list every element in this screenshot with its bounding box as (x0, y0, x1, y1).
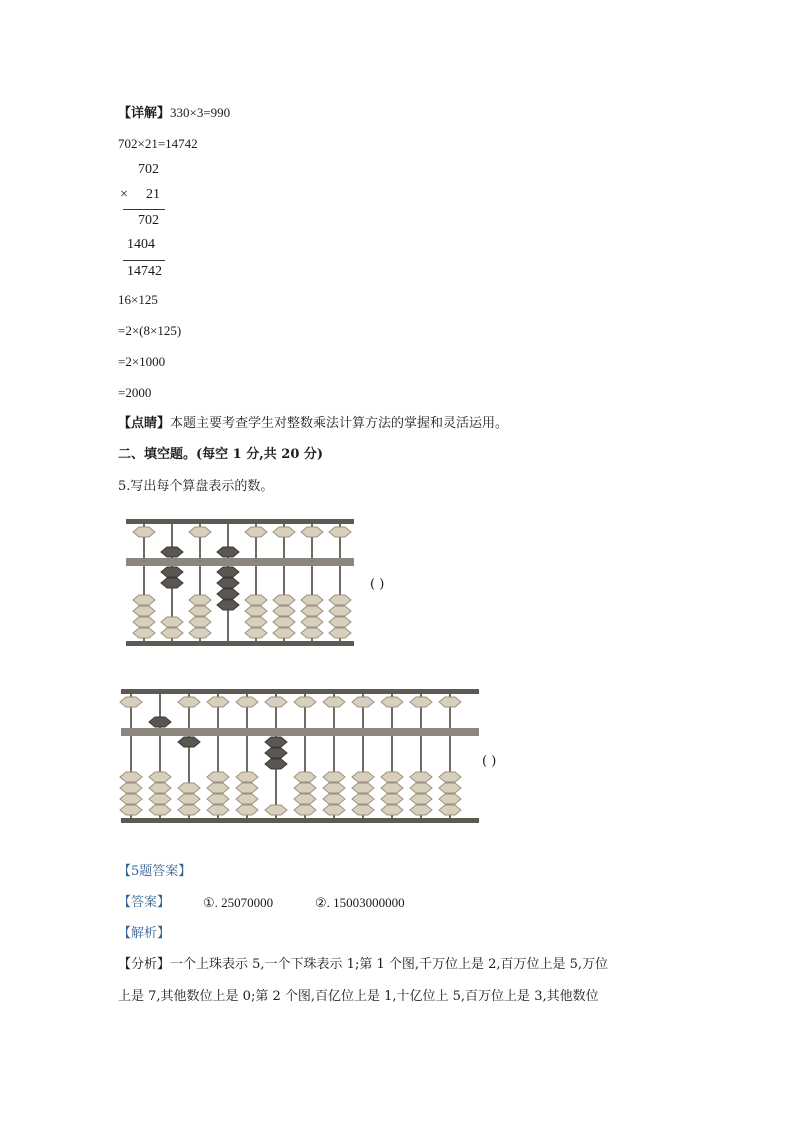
answer-blank-1: ( ) (370, 577, 385, 592)
abacus-lower-bead (323, 794, 345, 804)
abacus-frame-bottom (126, 641, 354, 646)
answer-blank-2: ( ) (482, 754, 497, 769)
abacus-lower-bead (207, 805, 229, 815)
abacus-upper-bead (265, 697, 287, 707)
abacus-lower-bead (323, 783, 345, 793)
abacus-lower-bead (273, 628, 295, 638)
abacus-lower-bead (236, 772, 258, 782)
abacus-upper-bead (120, 697, 142, 707)
abacus-lower-bead (294, 783, 316, 793)
answer-2: ②. 15003000000 (315, 895, 405, 910)
abacus-lower-bead (133, 628, 155, 638)
abacus-lower-bead (352, 794, 374, 804)
question-5-text: 5.写出每个算盘表示的数。 (118, 479, 274, 494)
abacus-lower-bead (133, 595, 155, 605)
abacus-lower-bead (178, 737, 200, 747)
vertical-rule-1 (123, 209, 165, 210)
abacus-lower-bead (120, 772, 142, 782)
abacus-lower-bead (381, 794, 403, 804)
abacus-lower-bead (217, 589, 239, 599)
abacus-lower-bead (189, 595, 211, 605)
abacus-lower-bead (301, 628, 323, 638)
abacus-upper-bead (439, 697, 461, 707)
abacus-lower-bead (217, 578, 239, 588)
abacus-lower-bead (133, 606, 155, 616)
abacus-beam (126, 558, 354, 566)
abacus-lower-bead (329, 628, 351, 638)
abacus-lower-bead (245, 606, 267, 616)
abacus-lower-bead (381, 772, 403, 782)
abacus-lower-bead (323, 805, 345, 815)
abacus-upper-bead (329, 527, 351, 537)
abacus-frame-top (121, 689, 479, 694)
vertical-result: 14742 (127, 264, 162, 279)
abacus-lower-bead (329, 606, 351, 616)
answer-label: 【答案】 (118, 895, 171, 910)
abacus-lower-bead (294, 794, 316, 804)
detail-label: 【详解】 (118, 106, 171, 121)
abacus-lower-bead (439, 783, 461, 793)
abacus-lower-bead (161, 578, 183, 588)
abacus-lower-bead (189, 606, 211, 616)
abacus-lower-bead (217, 600, 239, 610)
calc-line-1: 16×125 (118, 292, 158, 307)
abacus-upper-bead (207, 697, 229, 707)
abacus-lower-bead (245, 617, 267, 627)
detail-line-1: 330×3=990 (170, 105, 231, 120)
abacus-lower-bead (410, 772, 432, 782)
comment-text: 本题主要考查学生对整数乘法计算方法的掌握和灵活运用。 (170, 416, 509, 431)
abacus-lower-bead (323, 772, 345, 782)
abacus-lower-bead (352, 783, 374, 793)
abacus-lower-bead (245, 595, 267, 605)
abacus-upper-bead (178, 697, 200, 707)
answer-line (118, 895, 170, 911)
abacus-lower-bead (329, 595, 351, 605)
abacus-lower-bead (161, 617, 183, 627)
abacus-lower-bead (161, 628, 183, 638)
abacus-lower-bead (410, 783, 432, 793)
abacus-lower-bead (207, 783, 229, 793)
abacus-upper-bead (161, 547, 183, 557)
abacus-lower-bead (265, 748, 287, 758)
abacus-lower-bead (178, 794, 200, 804)
abacus-lower-bead (301, 617, 323, 627)
abacus-lower-bead (410, 794, 432, 804)
analysis-heading: 【解析】 (118, 926, 171, 941)
analysis-line-1: 【分析】一个上珠表示 5,一个下珠表示 1;第 1 个图,千万位上是 2,百万位上是 5,万位 (118, 957, 609, 972)
vertical-operator: × (120, 187, 128, 202)
abacus-upper-bead (236, 697, 258, 707)
abacus-lower-bead (265, 737, 287, 747)
abacus-lower-bead (273, 617, 295, 627)
abacus-lower-bead (236, 794, 258, 804)
abacus-upper-bead (301, 527, 323, 537)
abacus-lower-bead (352, 805, 374, 815)
abacus-lower-bead (207, 772, 229, 782)
abacus-upper-bead (189, 527, 211, 537)
abacus-upper-bead (149, 717, 171, 727)
calc-line-3: =2×1000 (118, 354, 166, 369)
abacus-lower-bead (120, 794, 142, 804)
abacus-lower-bead (294, 772, 316, 782)
abacus-2-image (117, 680, 483, 832)
abacus-1-image (122, 510, 358, 655)
abacus-lower-bead (120, 783, 142, 793)
abacus-lower-bead (265, 759, 287, 769)
abacus-lower-bead (410, 805, 432, 815)
answer-heading: 【5题答案】 (118, 864, 192, 879)
abacus-upper-bead (273, 527, 295, 537)
calc-line-4: =2000 (118, 385, 152, 400)
section-title: 二、填空题。(每空 1 分,共 20 分) (118, 447, 324, 462)
abacus-lower-bead (217, 567, 239, 577)
detail-line-2: 702×21=14742 (118, 136, 198, 151)
abacus-lower-bead (149, 805, 171, 815)
abacus-frame-bottom (121, 818, 479, 823)
abacus-upper-bead (410, 697, 432, 707)
abacus-upper-bead (217, 547, 239, 557)
vertical-rule-2 (123, 260, 165, 261)
abacus-lower-bead (189, 628, 211, 638)
abacus-upper-bead (294, 697, 316, 707)
abacus-lower-bead (273, 595, 295, 605)
abacus-lower-bead (381, 783, 403, 793)
abacus-lower-bead (178, 805, 200, 815)
abacus-upper-bead (323, 697, 345, 707)
abacus-lower-bead (189, 617, 211, 627)
analysis-line-2: 上是 7,其他数位上是 0;第 2 个图,百亿位上是 1,十亿位上 5,百万位上是 3,其他数位 (118, 989, 599, 1004)
abacus-lower-bead (120, 805, 142, 815)
abacus-lower-bead (329, 617, 351, 627)
abacus-lower-bead (265, 805, 287, 815)
abacus-lower-bead (301, 595, 323, 605)
abacus-lower-bead (439, 794, 461, 804)
abacus-beam (121, 728, 479, 736)
abacus-lower-bead (294, 805, 316, 815)
abacus-lower-bead (178, 783, 200, 793)
abacus-lower-bead (273, 606, 295, 616)
abacus-lower-bead (149, 772, 171, 782)
abacus-lower-bead (236, 805, 258, 815)
vertical-top: 702 (138, 162, 159, 177)
abacus-upper-bead (352, 697, 374, 707)
calc-line-2: =2×(8×125) (118, 323, 182, 338)
abacus-lower-bead (245, 628, 267, 638)
abacus-upper-bead (381, 697, 403, 707)
answer-1: ①. 25070000 (203, 895, 274, 910)
abacus-lower-bead (381, 805, 403, 815)
abacus-lower-bead (301, 606, 323, 616)
comment-line (118, 416, 508, 432)
abacus-lower-bead (439, 772, 461, 782)
comment-label: 【点睛】 (118, 416, 171, 431)
vertical-multiplier: 21 (146, 187, 160, 202)
vertical-partial-1: 702 (138, 213, 159, 228)
abacus-lower-bead (133, 617, 155, 627)
abacus-lower-bead (161, 567, 183, 577)
abacus-lower-bead (439, 805, 461, 815)
abacus-lower-bead (236, 783, 258, 793)
abacus-frame-top (126, 519, 354, 524)
vertical-partial-2: 1404 (127, 237, 155, 252)
detail-heading-line (118, 105, 230, 122)
abacus-lower-bead (149, 794, 171, 804)
abacus-lower-bead (207, 794, 229, 804)
abacus-upper-bead (245, 527, 267, 537)
abacus-upper-bead (133, 527, 155, 537)
abacus-lower-bead (149, 783, 171, 793)
abacus-lower-bead (352, 772, 374, 782)
